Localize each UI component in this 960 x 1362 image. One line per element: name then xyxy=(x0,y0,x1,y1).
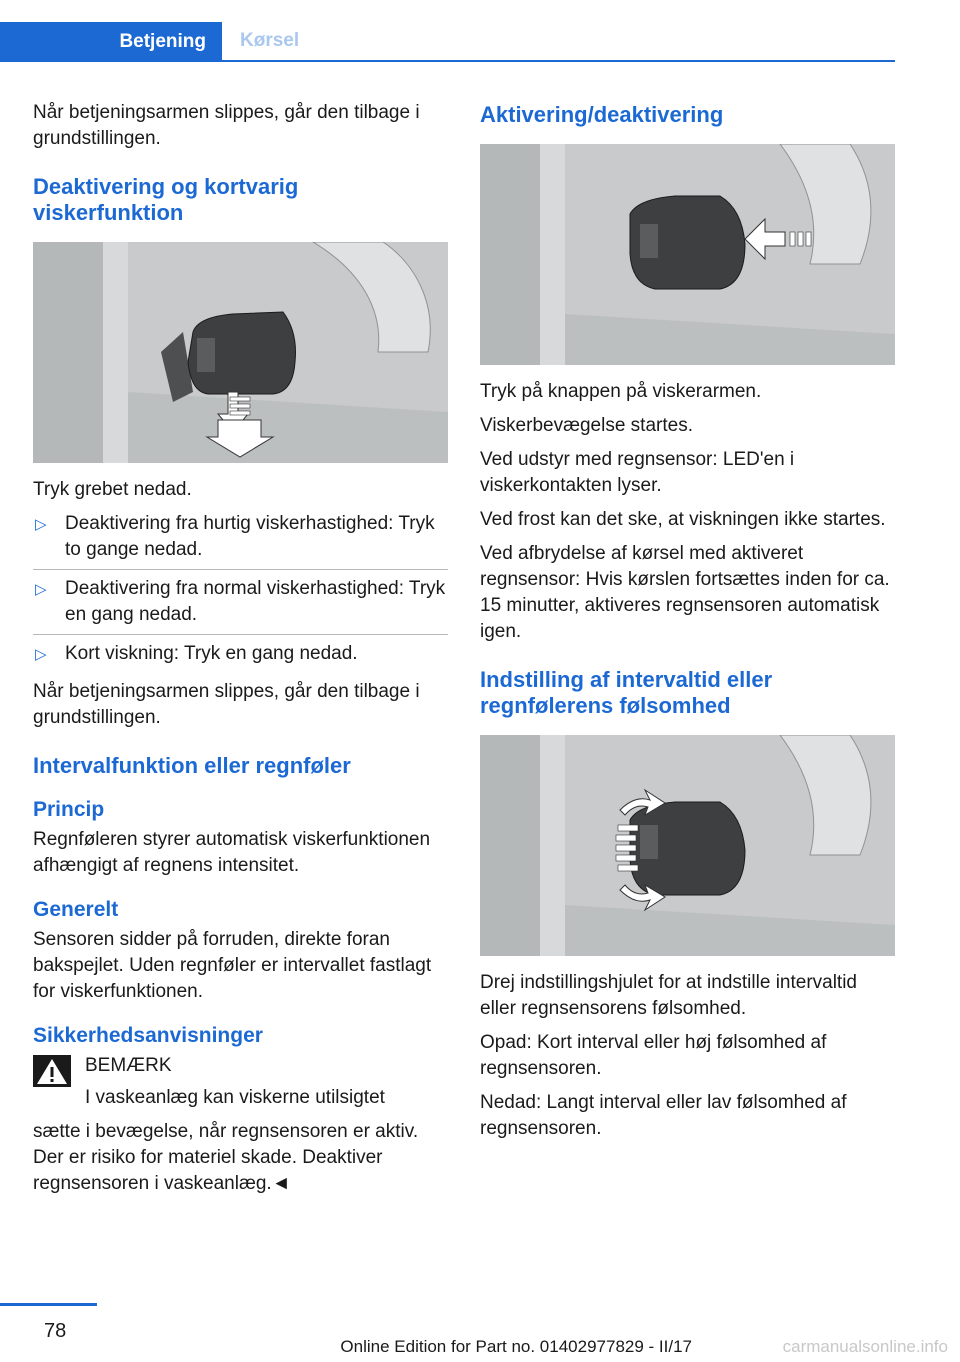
subheading-princip: Princip xyxy=(33,798,105,821)
left-column xyxy=(33,100,448,1205)
paragraph: Opad: Kort interval eller høj følsomhed af regnsensoren. xyxy=(480,1032,827,1079)
tab-korsel[interactable]: Kørsel xyxy=(240,30,300,51)
paragraph: Ved udstyr med regnsensor: LED'en i viskerkontakten lyser. xyxy=(480,449,795,496)
triangle-bullet-icon: ▷ xyxy=(35,581,47,598)
warning-icon xyxy=(33,1055,71,1087)
paragraph: Sensoren sidder på forruden, direkte foran bakspejlet. Uden regnføler er intervallet fastlagt for viskerfunktionen. xyxy=(33,929,432,1002)
paragraph: Drej indstillingshjulet for at indstille intervaltid eller regnsensorens følsomhed. xyxy=(480,972,858,1019)
list-item: ▷ Deaktivering fra normal viskerhastighed: Tryk en gang nedad. xyxy=(33,576,448,635)
figure-stalk-push-down xyxy=(33,242,448,463)
warning-text-line: I vaskeanlæg kan viskerne utilsigtet xyxy=(85,1087,385,1108)
bullet-list xyxy=(33,511,448,673)
list-item: ▷ Deaktivering fra hurtig viskerhastighed: Tryk to gange nedad. xyxy=(33,511,448,570)
figure-adjust-wheel xyxy=(480,735,895,956)
paragraph: Når betjeningsarmen slippes, går den tilbage i grundstillingen. xyxy=(33,681,420,728)
paragraph: Viskerbevægelse startes. xyxy=(480,415,693,436)
tab-betjening[interactable]: Betjening xyxy=(0,22,222,62)
right-column xyxy=(480,100,895,1150)
subheading-generelt: Generelt xyxy=(33,898,119,921)
heading-aktivering: Aktivering/deaktivering xyxy=(480,102,724,127)
paragraph: Ved afbrydelse af kørsel med aktiveret regnsensor: Hvis kørslen fortsættes inden for ca. 15 minutter, aktiveres regnsensoren automatisk igen. xyxy=(480,543,890,642)
watermark: carmanualsonline.info xyxy=(782,1337,948,1356)
page-number: 78 xyxy=(44,1320,67,1342)
warning-box xyxy=(33,1053,448,1197)
subheading-sikkerhed: Sikkerhedsanvisninger xyxy=(33,1024,263,1047)
heading-deaktivering: Deaktivering og kortvarig viskerfunktion xyxy=(33,174,299,225)
edition-label: Online Edition for Part no. 01402977829 - II/17 xyxy=(340,1337,692,1356)
heading-intervalfunktion: Intervalfunktion eller regnføler xyxy=(33,753,351,778)
figure-stalk-button xyxy=(480,144,895,365)
warning-title: BEMÆRK xyxy=(85,1055,172,1076)
paragraph: Når betjeningsarmen slippes, går den tilbage i grundstillingen. xyxy=(33,102,420,149)
footer-rule xyxy=(0,1303,97,1306)
tab-underline xyxy=(222,60,895,62)
paragraph: Ved frost kan det ske, at viskningen ikke startes. xyxy=(480,509,886,530)
paragraph: Tryk på knappen på viskerarmen. xyxy=(480,381,762,402)
list-item: ▷ Kort viskning: Tryk en gang nedad. xyxy=(33,641,448,673)
triangle-bullet-icon: ▷ xyxy=(35,646,47,663)
triangle-bullet-icon: ▷ xyxy=(35,516,47,533)
chapter-tabs xyxy=(0,22,895,62)
warning-text: sætte i bevægelse, når regnsensoren er aktiv. Der er risiko for materiel skade. Deaktiver regnsensoren i vaskeanlæg.◄ xyxy=(33,1121,419,1194)
paragraph: Nedad: Langt interval eller lav følsomhed af regnsensoren. xyxy=(480,1092,847,1139)
paragraph: Regnføleren styrer automatisk viskerfunktionen afhængigt af regnens intensitet. xyxy=(33,829,431,876)
heading-indstilling: Indstilling af intervaltid eller regnfølerens følsomhed xyxy=(480,667,773,718)
stalk-illustration xyxy=(33,242,448,463)
stalk-button-illustration xyxy=(480,144,895,365)
paragraph: Tryk grebet nedad. xyxy=(33,479,192,500)
adjust-wheel-illustration xyxy=(480,735,895,956)
